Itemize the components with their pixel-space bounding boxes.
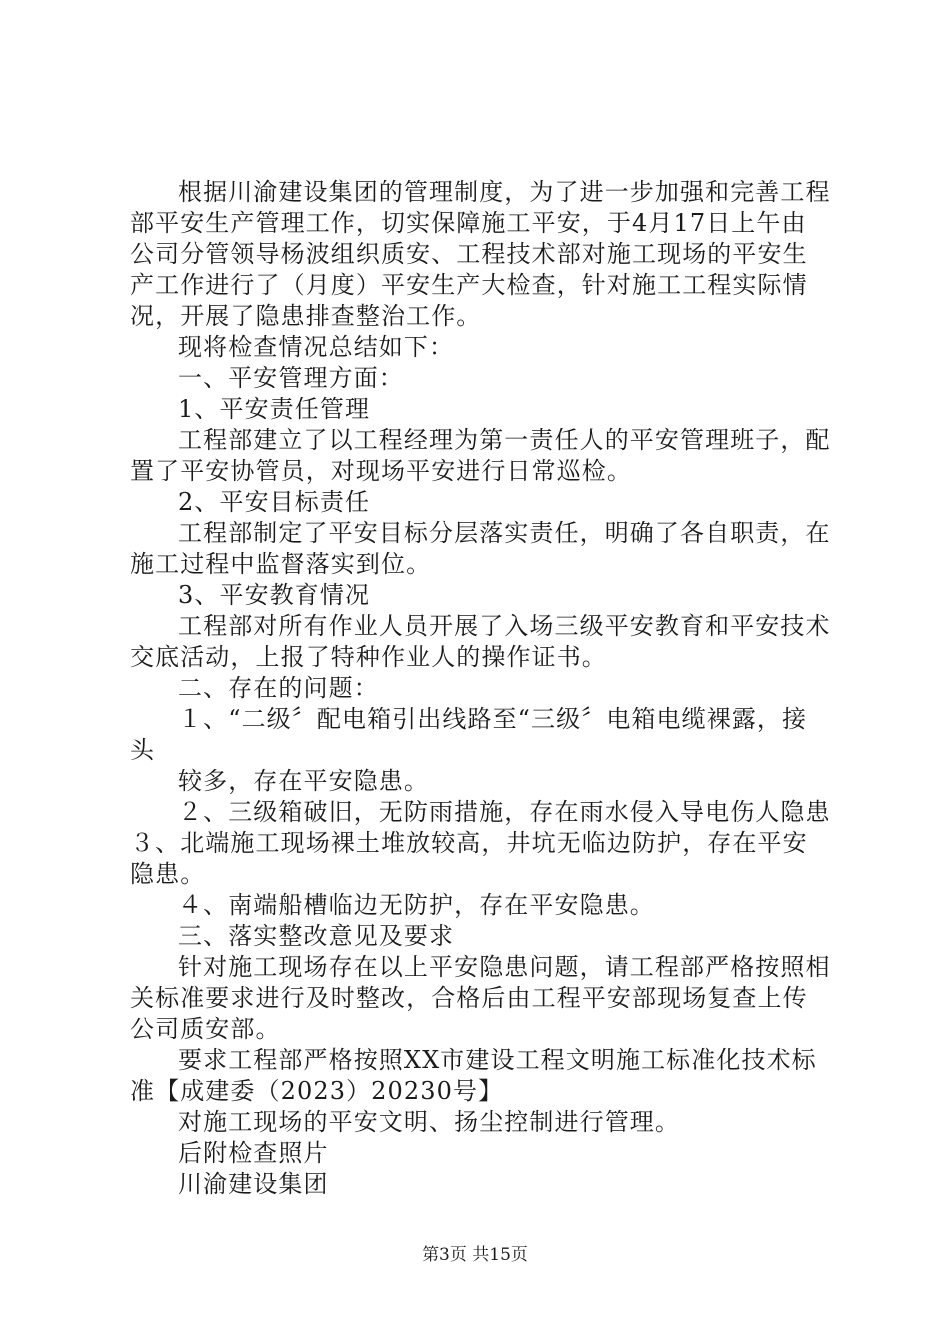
paragraph-line: 隐患。 [130, 860, 206, 888]
paragraph-line: 置了平安协管员，对现场平安进行日常巡检。 [130, 457, 632, 485]
list-item: ２、三级箱破旧，无防雨措施，存在雨水侵入导电伤人隐患 [178, 798, 831, 826]
subsection-heading: 3、平安教育情况 [178, 581, 371, 609]
paragraph-line: 较多，存在平安隐患。 [178, 767, 429, 795]
list-item: ３、北端施工现场裸土堆放较高，井坑无临边防护，存在平安 [130, 829, 808, 857]
paragraph-line: 部平安生产管理工作，切实保障施工平安，于4月17日上午由 [130, 209, 807, 237]
paragraph-line: 根据川渝建设集团的管理制度，为了进一步加强和完善工程 [178, 178, 831, 206]
paragraph-line: 对施工现场的平安文明、扬尘控制进行管理。 [178, 1108, 680, 1136]
page-number-footer: 第3页 共15页 [422, 1245, 528, 1265]
paragraph-line: 针对施工现场存在以上平安隐患问题，请工程部严格按照相 [178, 953, 831, 981]
paragraph-line: 要求工程部严格按照XX市建设工程文明施工标准化技术标 [178, 1046, 817, 1074]
paragraph-line: 现将检查情况总结如下： [178, 333, 455, 361]
subsection-heading: 2、平安目标责任 [178, 488, 371, 516]
paragraph-line: 关标准要求进行及时整改，合格后由工程平安部现场复查上传 [130, 984, 808, 1012]
paragraph-line: 准【成建委（2023）20230号】 [130, 1077, 504, 1105]
paragraph-line: 施工过程中监督落实到位。 [130, 550, 432, 578]
paragraph-line: 工程部对所有作业人员开展了入场三级平安教育和平安技术 [178, 612, 831, 640]
paragraph-line: 后附检查照片 [178, 1139, 329, 1167]
section-heading: 三、落实整改意见及要求 [178, 922, 455, 950]
list-item: ４、南端船槽临边无防护，存在平安隐患。 [178, 891, 655, 919]
list-item: １、“二级〞配电箱引出线路至“三级〞电箱电缆裸露，接 [178, 705, 808, 733]
section-heading: 一、平安管理方面： [178, 364, 404, 392]
signature-line: 川渝建设集团 [178, 1170, 329, 1198]
paragraph-line: 产工作进行了（月度）平安生产大检查，针对施工工程实际情 [130, 271, 808, 299]
paragraph-line: 交底活动，上报了特种作业人的操作证书。 [130, 643, 607, 671]
subsection-heading: 1、平安责任管理 [178, 395, 371, 423]
paragraph-line: 公司分管领导杨波组织质安、工程技术部对施工现场的平安生 [130, 240, 808, 268]
section-heading: 二、存在的问题： [178, 674, 379, 702]
document-body [130, 177, 830, 1200]
paragraph-line: 工程部建立了以工程经理为第一责任人的平安管理班子，配 [178, 426, 831, 454]
paragraph-line: 头 [130, 736, 156, 764]
paragraph-line: 工程部制定了平安目标分层落实责任，明确了各自职责，在 [178, 519, 831, 547]
paragraph-line: 况，开展了隐患排查整治工作。 [130, 302, 482, 330]
paragraph-line: 公司质安部。 [130, 1015, 281, 1043]
